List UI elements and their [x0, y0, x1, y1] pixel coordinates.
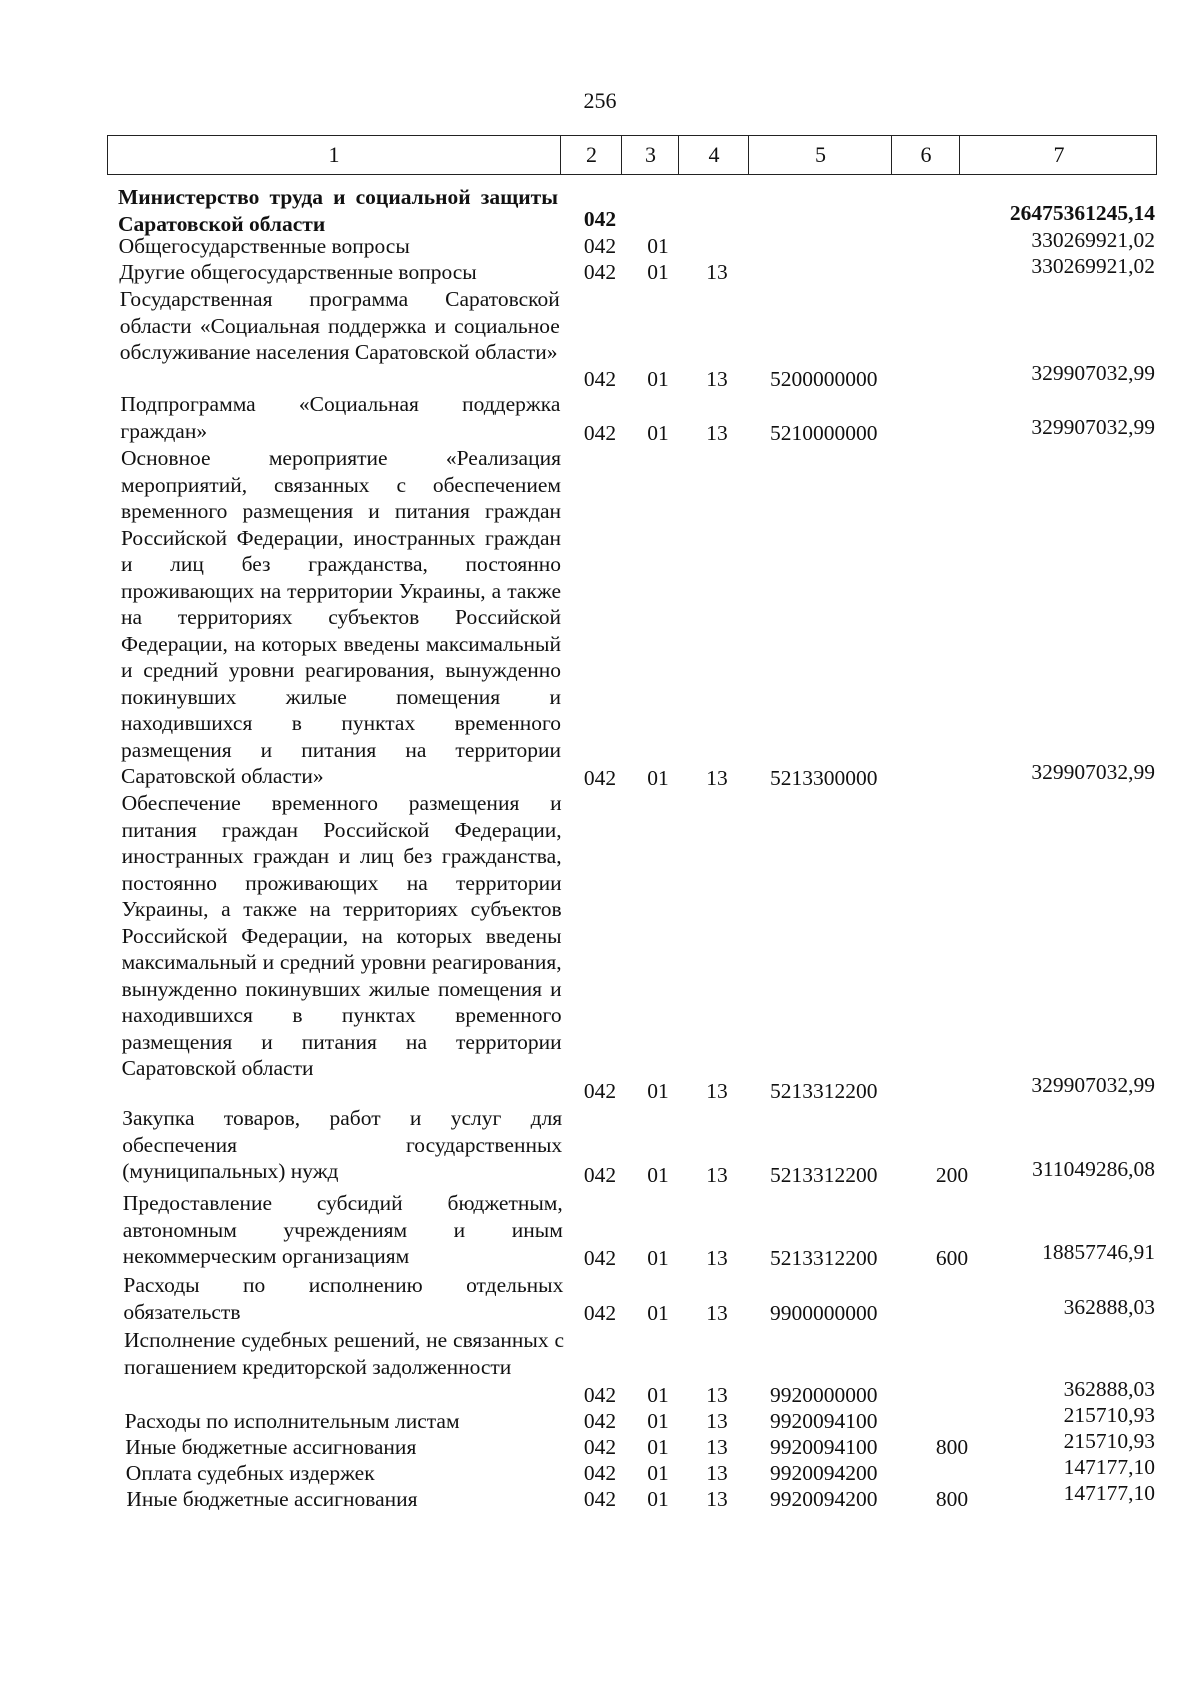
row-c5: 5210000000 — [770, 421, 878, 445]
row-c7: 311049286,08 — [1032, 1157, 1155, 1181]
row-c4: 13 — [706, 766, 728, 790]
row-c7: 215710,93 — [1063, 1429, 1155, 1453]
row-c3: 01 — [647, 1409, 669, 1433]
row-c7: 329907032,99 — [1031, 361, 1155, 385]
row-c5: 9920094100 — [770, 1409, 878, 1433]
row-c5: 5213312200 — [770, 1163, 878, 1187]
row-c2: 042 — [583, 260, 617, 284]
row-c5: 9900000000 — [770, 1301, 878, 1325]
row-description: Основное мероприятие «Реализация мероприятий, связанных с обеспечением временного размещения и питания граждан Российской Федерации, иностранных граждан и лиц без гражданства, постоянно проживающих на территории Украины, а также на территориях субъектов Российской Федерации, на которых введены максимальный и средний уровни реагирования, вынужденно покинувших жилые помещения и находившихся в пунктах временного размещения и питания на территории Саратовской области» — [121, 446, 561, 788]
row-description: Министерство труда и социальной защиты Саратовской области — [118, 185, 558, 236]
row-description: Иные бюджетные ассигнования — [125, 1435, 417, 1459]
row-c7: 18857746,91 — [1042, 1240, 1155, 1264]
row-c4: 13 — [706, 1079, 728, 1103]
row-c3: 01 — [647, 1383, 669, 1407]
header-col-7: 7 — [959, 136, 1158, 174]
row-c7: 362888,03 — [1063, 1377, 1155, 1401]
row-c2: 042 — [583, 766, 617, 790]
row-c4: 13 — [706, 1487, 728, 1511]
row-c2: 042 — [583, 1383, 617, 1407]
row-c6: 800 — [935, 1435, 969, 1459]
row-c5: 9920094100 — [770, 1435, 878, 1459]
row-c4: 13 — [706, 1301, 728, 1325]
row-c4: 13 — [706, 367, 728, 391]
row-c6: 800 — [935, 1487, 969, 1511]
row-c7: 26475361245,14 — [1009, 201, 1155, 225]
row-c2: 042 — [583, 1461, 617, 1485]
row-c7: 147177,10 — [1063, 1481, 1155, 1505]
row-c3: 01 — [647, 421, 669, 445]
row-c3: 01 — [647, 1487, 669, 1511]
row-c7: 147177,10 — [1063, 1455, 1155, 1479]
header-col-4: 4 — [678, 136, 749, 174]
row-description: Обеспечение временного размещения и питания граждан Российской Федерации, иностранных граждан и лиц без гражданства, постоянно проживающих на территории Украины, а также на территориях субъектов Российской Федерации, на которых введены максимальный и средний уровни реагирования, вынужденно покинувших жилые помещения и находившихся в пунктах временного размещения и питания на территории Саратовской области — [121, 791, 562, 1080]
row-c3: 01 — [647, 1246, 669, 1270]
row-c2: 042 — [583, 1246, 617, 1270]
row-description: Государственная программа Саратовской области «Социальная поддержка и социальное обслуживание населения Саратовской области» — [119, 287, 560, 364]
row-c2: 042 — [583, 234, 617, 258]
row-c7: 329907032,99 — [1031, 415, 1155, 439]
row-c6: 200 — [935, 1163, 969, 1187]
row-c3: 01 — [647, 766, 669, 790]
row-c3: 01 — [647, 1435, 669, 1459]
header-col-3: 3 — [621, 136, 679, 174]
row-c2: 042 — [583, 1301, 617, 1325]
row-description: Иные бюджетные ассигнования — [126, 1487, 418, 1511]
row-c7: 215710,93 — [1063, 1403, 1155, 1427]
row-c2: 042 — [583, 1409, 617, 1433]
row-c7: 329907032,99 — [1031, 1073, 1155, 1097]
row-description: Расходы по исполнению отдельных обязательств — [123, 1273, 564, 1324]
row-c4: 13 — [706, 1383, 728, 1407]
row-c4: 13 — [706, 1246, 728, 1270]
row-c3: 01 — [647, 1163, 669, 1187]
row-c7: 362888,03 — [1063, 1295, 1155, 1319]
header-col-1: 1 — [328, 142, 340, 167]
row-description: Оплата судебных издержек — [125, 1461, 375, 1485]
row-description: Общегосударственные вопросы — [118, 234, 410, 258]
row-c2: 042 — [583, 207, 617, 231]
row-c2: 042 — [583, 1435, 617, 1459]
row-c7: 330269921,02 — [1031, 228, 1155, 252]
row-c4: 13 — [706, 1435, 728, 1459]
row-c4: 13 — [706, 1163, 728, 1187]
row-c7: 330269921,02 — [1031, 254, 1155, 278]
row-c4: 13 — [706, 1461, 728, 1485]
row-c4: 13 — [706, 1409, 728, 1433]
row-c6: 600 — [935, 1246, 969, 1270]
row-c5: 9920094200 — [770, 1487, 878, 1511]
row-c4: 13 — [706, 260, 728, 284]
row-c5: 5213312200 — [770, 1246, 878, 1270]
row-description: Закупка товаров, работ и услуг для обеспечения государственных (муниципальных) нужд — [122, 1106, 563, 1183]
row-c2: 042 — [583, 1487, 617, 1511]
row-c3: 01 — [647, 367, 669, 391]
row-description: Подпрограмма «Социальная поддержка граждан» — [120, 392, 561, 443]
row-description: Исполнение судебных решений, не связанных с погашением кредиторской задолженности — [124, 1328, 564, 1379]
header-col-5: 5 — [748, 136, 892, 174]
row-description: Предоставление субсидий бюджетным, автономным учреждениям и иным некоммерческим организациям — [122, 1191, 563, 1268]
row-c4: 13 — [706, 421, 728, 445]
row-c3: 01 — [647, 260, 669, 284]
header-col-6: 6 — [891, 136, 960, 174]
row-c3: 01 — [647, 234, 669, 258]
row-c5: 5213312200 — [770, 1079, 878, 1103]
row-description: Расходы по исполнительным листам — [124, 1409, 460, 1433]
row-c2: 042 — [583, 367, 617, 391]
header-col-2: 2 — [560, 136, 622, 174]
row-c3: 01 — [647, 1461, 669, 1485]
row-c2: 042 — [583, 1163, 617, 1187]
row-c2: 042 — [583, 421, 617, 445]
row-c3: 01 — [647, 1301, 669, 1325]
row-c2: 042 — [583, 1079, 617, 1103]
page-number: 256 — [583, 88, 617, 113]
row-c5: 5200000000 — [770, 367, 878, 391]
row-description: Другие общегосударственные вопросы — [119, 260, 477, 284]
row-c5: 9920000000 — [770, 1383, 878, 1407]
row-c5: 5213300000 — [770, 766, 878, 790]
row-c3: 01 — [647, 1079, 669, 1103]
row-c7: 329907032,99 — [1031, 760, 1155, 784]
row-c5: 9920094200 — [770, 1461, 878, 1485]
